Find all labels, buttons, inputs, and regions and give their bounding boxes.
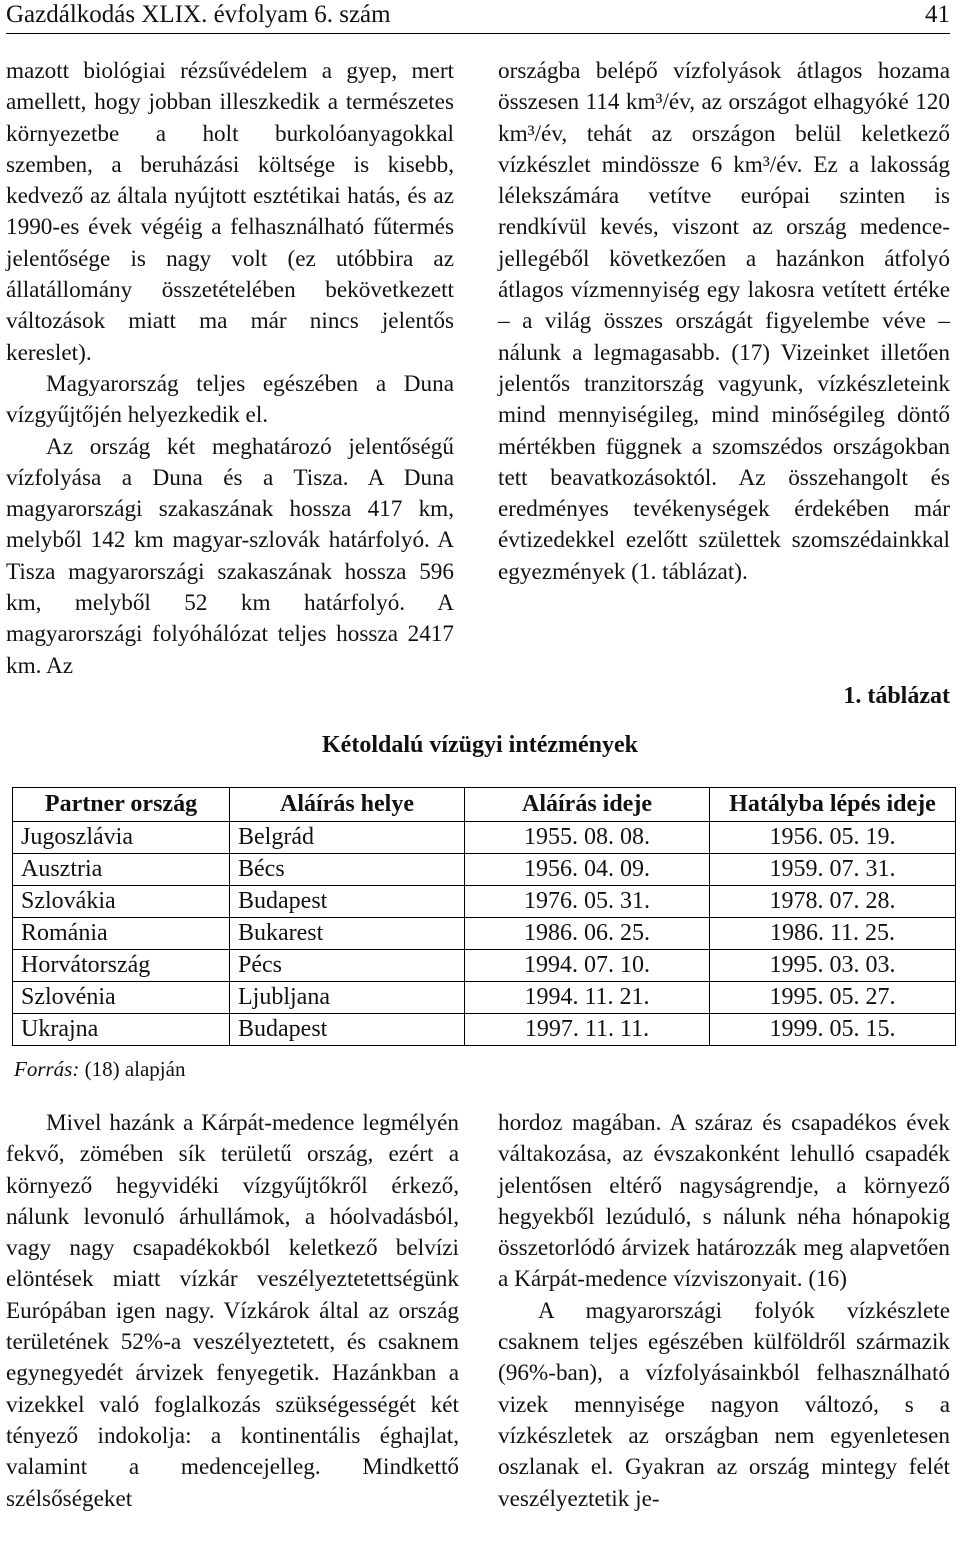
column-header: Aláírás ideje [465,788,710,822]
table-row [13,950,956,982]
right-column-top [498,56,950,588]
cell-effective-date: 1956. 05. 19. [710,822,956,854]
table-row [13,822,956,854]
cell-signed-date: 1997. 11. 11. [465,1014,710,1046]
cell-signed-date: 1994. 11. 21. [465,982,710,1014]
paragraph: Magyarország teljes egészében a Duna vízgyűjtőjén helyezkedik el. [6,370,454,429]
cell-signed-date: 1994. 07. 10. [465,950,710,982]
cell-place: Bukarest [230,918,465,950]
right-column-bottom [498,1108,950,1515]
cell-country: Ausztria [13,854,230,886]
cell-place: Belgrád [230,822,465,854]
left-column-bottom [6,1108,459,1515]
cell-place: Ljubljana [230,982,465,1014]
paragraph: Mivel hazánk a Kárpát-medence legmélyén fekvő, zömében sík területű ország, ezért a környező hegyvidéki vízgyűjtőkről érkező, nálunk levonuló árhullámok, a hóolvadásból, vagy nagy csapadékokból keletkező belvízi elöntések miatt vízkár veszélyeztetettségünk Európában igen nagy. Vízkárok által az ország területének 52%-a veszélyeztetett, és csaknem egynegyedét árvizek fenyegetik. Hazánkban a vizekkel való foglalkozás szükségességét két tényező indokolja: a kontinentális éghajlat, valamint a medencejelleg. Mindkettő szélsőségeket [6,1110,459,1512]
cell-effective-date: 1959. 07. 31. [710,854,956,886]
cell-signed-date: 1955. 08. 08. [465,822,710,854]
paragraph: mazott biológiai rézsűvédelem a gyep, mert amellett, hogy jobban illeszkedik a természetes környezetbe a holt burkolóanyagokkal szemben, a beruházási költsége is kisebb, kedvező az általa nyújtott esztétikai hatás, és az 1990-es évek végéig a felhasználható fűtermés jelentősége is nagy volt (ez utóbbira az állatállomány összetételében bekövetkezett változások miatt ma már nincs jelentős kereslet). [6,58,454,366]
cell-country: Ukrajna [13,1014,230,1046]
table-title: Kétoldalú vízügyi intézmények [322,732,638,758]
cell-place: Budapest [230,1014,465,1046]
cell-place: Bécs [230,854,465,886]
source-text: (18) alapján [84,1057,186,1081]
table-row [13,982,956,1014]
cell-country: Románia [13,918,230,950]
table-label: 1. táblázat [843,683,950,709]
water-agreements-table [12,787,956,1046]
cell-effective-date: 1978. 07. 28. [710,886,956,918]
left-column-top [6,56,454,682]
column-header: Partner ország [13,788,230,822]
cell-place: Budapest [230,886,465,918]
cell-signed-date: 1956. 04. 09. [465,854,710,886]
header-rule [6,33,950,34]
table-row [13,886,956,918]
cell-country: Jugoszlávia [13,822,230,854]
column-header: Aláírás helye [230,788,465,822]
paragraph: országba belépő vízfolyások átlagos hozama összesen 114 km³/év, az országot elhagyóké 120 km³/év, tehát az országon belül keletkező vízkészlet mindössze 6 km³/év. Ez a lakosság lélekszámára vetítve európai szinten is rendkívül kevés, viszont az ország medence-jellegéből következően a hazánkon átfolyó átlagos vízmennyiség egy lakosra vetített értéke – a világ összes országát figyelembe véve – nálunk a legmagasabb. (17) Vizeinket illetően jelentős tranzitország vagyunk, vízkészleteink mind mennyiségileg, mind minőségileg döntő mértékben függnek a szomszédos országokban tett beavatkozásoktól. Az összehangolt és eredményes tevékenységek érdekében már évtizedekkel ezelőtt születtek szomszédainkkal egyezmények (1. táblázat). [498,58,950,585]
paragraph: Az ország két meghatározó jelentőségű vízfolyása a Duna és a Tisza. A Duna magyarországi szakaszának hossza 417 km, melyből 142 km magyar-szlovák határfolyó. A Tisza magyarországi szakaszának hossza 596 km, melyből 52 km határfolyó. A magyarországi folyóhálózat teljes hossza 2417 km. Az [6,433,454,679]
table-source [14,1057,185,1082]
cell-effective-date: 1995. 05. 27. [710,982,956,1014]
cell-place: Pécs [230,950,465,982]
paragraph: hordoz magában. A száraz és csapadékos évek váltakozása, az évszakonként lehulló csapadék jelentősen eltérő nagyságrendje, a környező hegyekből lezúduló, s nálunk néha hónapokig összetorlódó árvizek határozzák meg alapvetően a Kárpát-medence vízviszonyait. (16) [498,1110,950,1293]
cell-country: Szlovákia [13,886,230,918]
paragraph: A magyarországi folyók vízkészlete csaknem teljes egészében külföldről származik (96%-ban), a vízfolyásainkból felhasználható vizek mennyisége nagyon változó, s a vízkészletek az országban nem egyenletesen oszlanak el. Gyakran az ország mintegy felét veszélyeztetik je- [498,1297,950,1512]
cell-effective-date: 1999. 05. 15. [710,1014,956,1046]
table-row [13,854,956,886]
journal-title: Gazdálkodás XLIX. évfolyam 6. szám [6,1,391,28]
cell-signed-date: 1976. 05. 31. [465,886,710,918]
table-header-row [13,788,956,822]
cell-country: Horvátország [13,950,230,982]
source-label: Forrás: [14,1057,80,1081]
cell-effective-date: 1986. 11. 25. [710,918,956,950]
cell-country: Szlovénia [13,982,230,1014]
table-row [13,1014,956,1046]
page-number: 41 [925,1,950,28]
page-header [6,0,950,34]
column-header: Hatályba lépés ideje [710,788,956,822]
cell-effective-date: 1995. 03. 03. [710,950,956,982]
table-row [13,918,956,950]
cell-signed-date: 1986. 06. 25. [465,918,710,950]
